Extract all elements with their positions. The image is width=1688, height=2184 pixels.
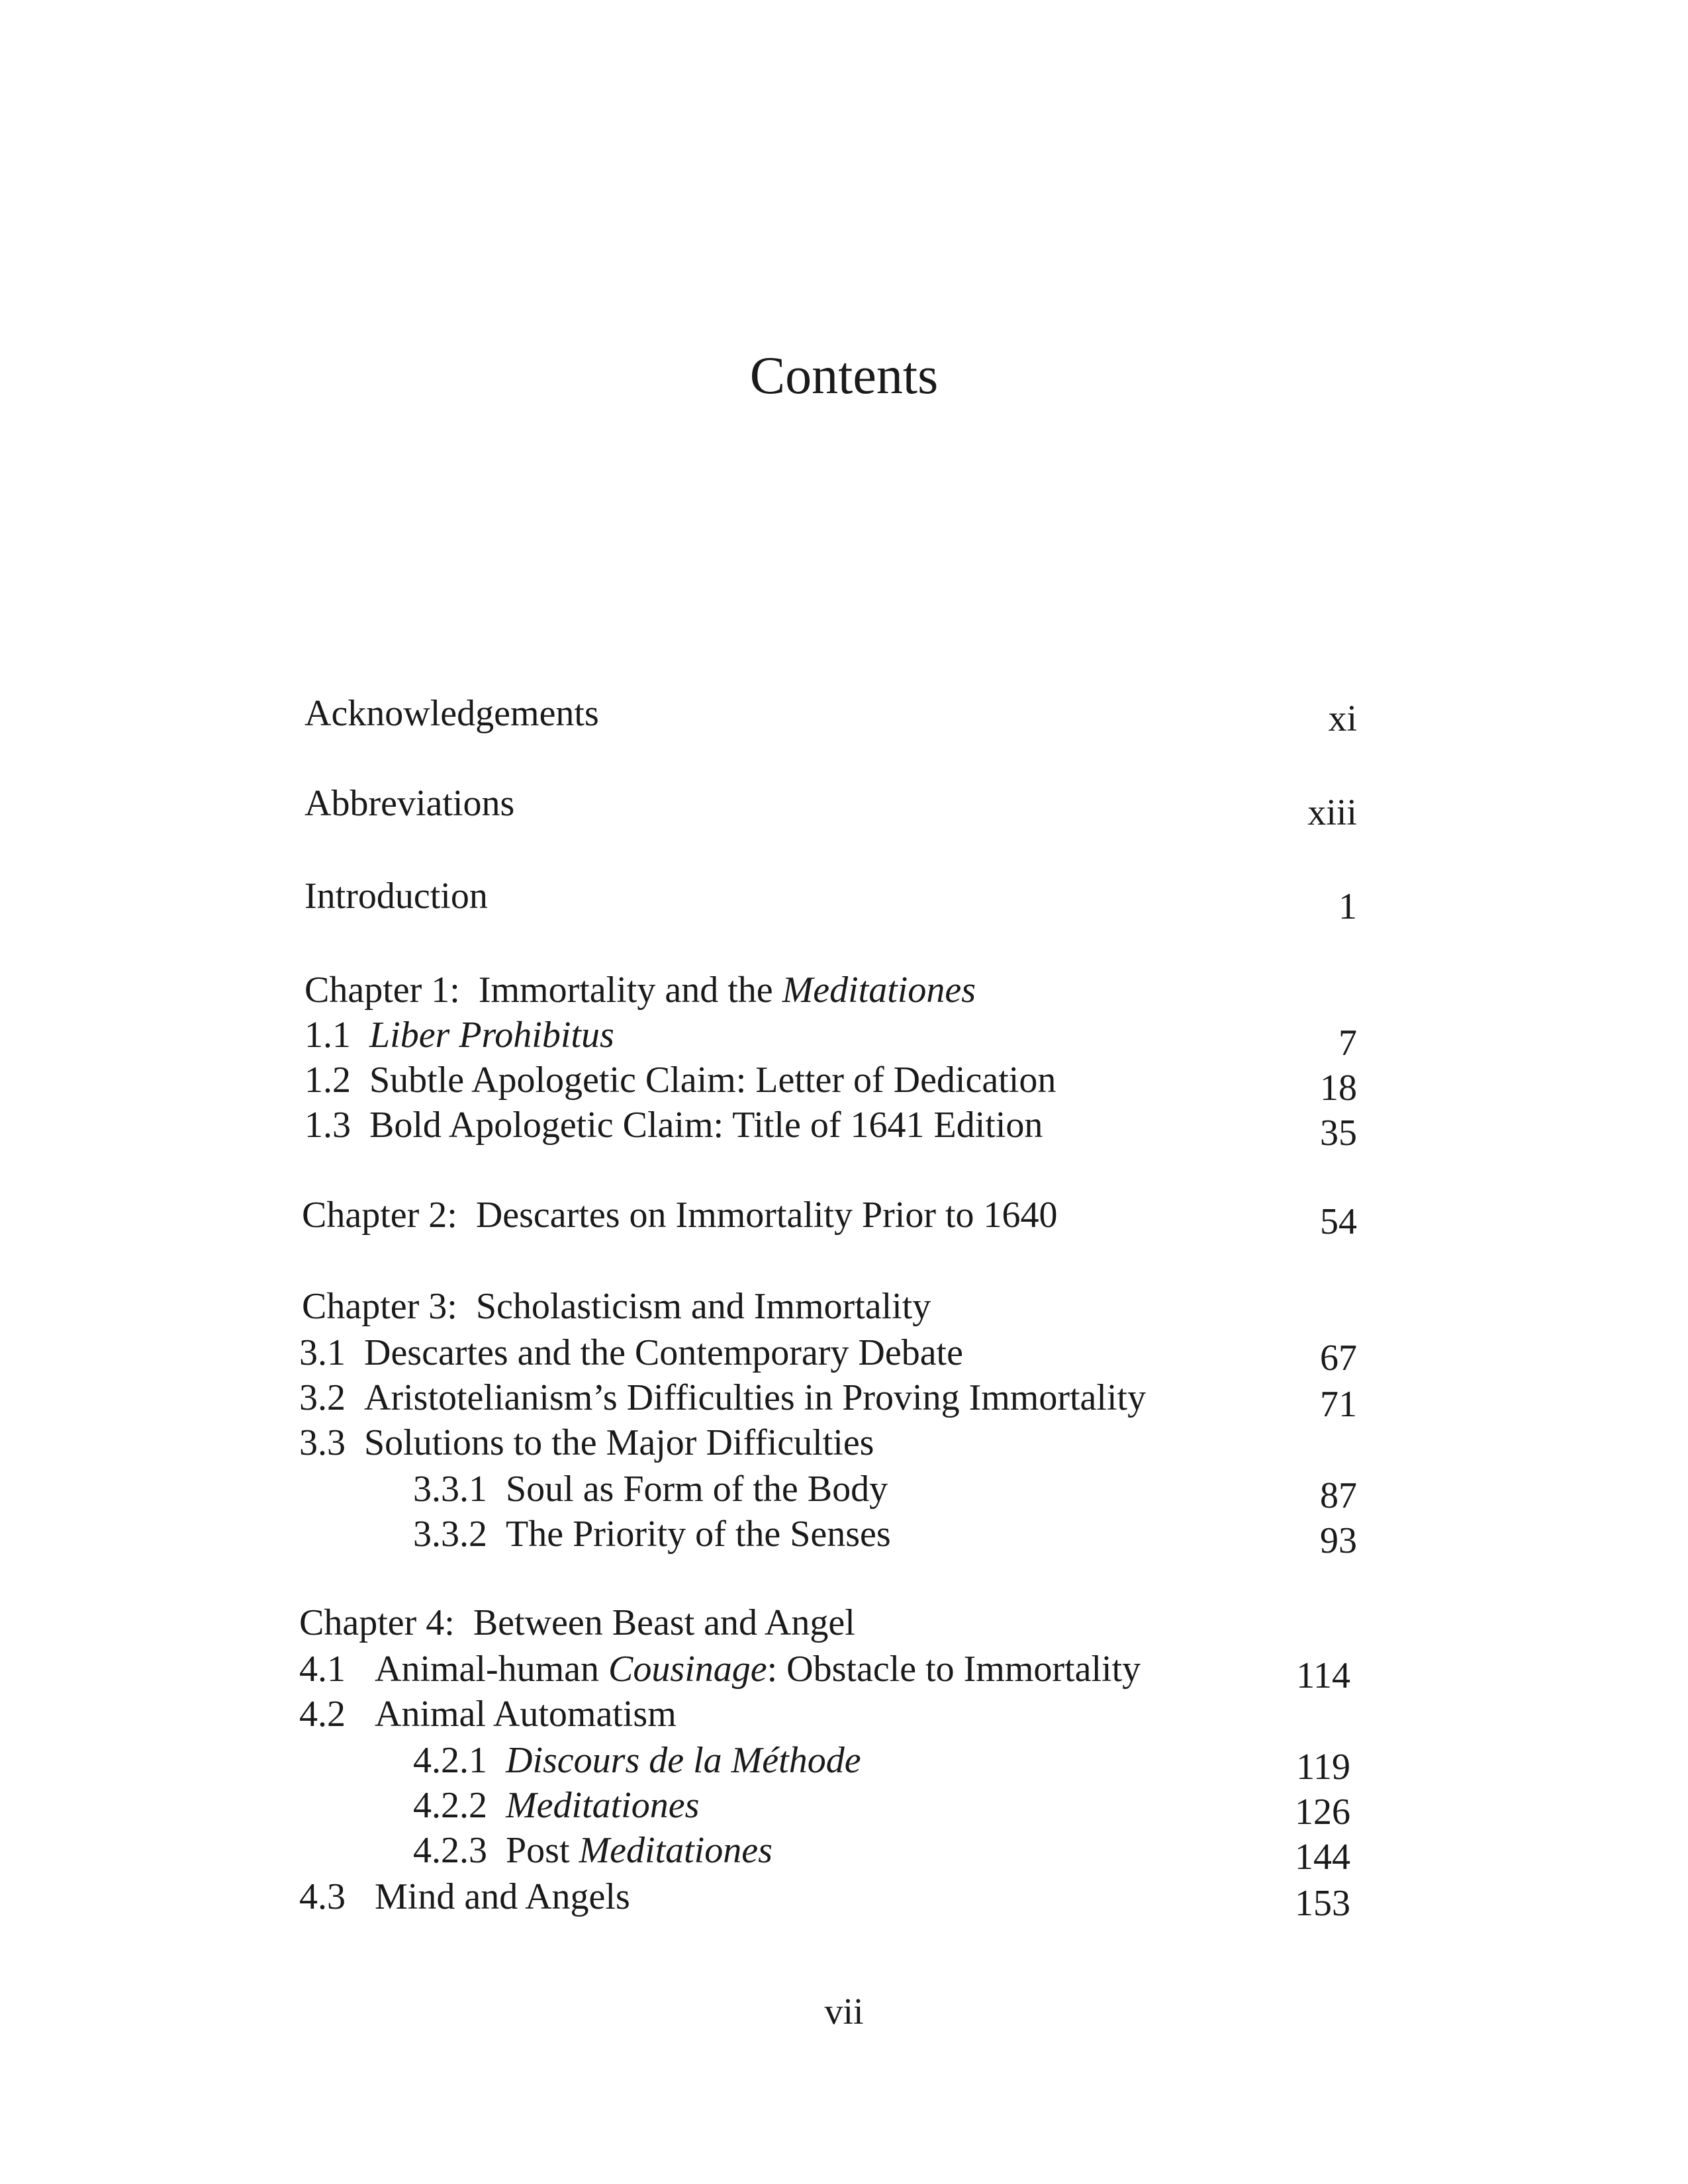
chapter-label: Chapter 3: [302, 1286, 457, 1327]
subsection-title-italic: Meditationes [579, 1830, 773, 1871]
toc-entry-abbreviations: Abbreviations [305, 783, 515, 824]
section-title: Solutions to the Major Difficulties [364, 1422, 874, 1463]
section-number: 4.3 [299, 1876, 346, 1917]
subsection-number: 3.3.2 [413, 1514, 487, 1555]
section-number: 3.3 [299, 1422, 346, 1463]
toc-page-3-3-2: 93 [1320, 1520, 1357, 1561]
toc-subsection-4-2-1 [413, 1742, 861, 1779]
toc-section-3-3 [299, 1424, 874, 1461]
section-number: 1.3 [305, 1105, 351, 1146]
toc-entry-introduction: Introduction [305, 876, 488, 917]
subsection-number: 4.2.3 [413, 1830, 487, 1871]
toc-section-3-2 [299, 1379, 1146, 1416]
toc-section-1-2 [305, 1062, 1056, 1099]
chapter-title: Descartes on Immortality Prior to 1640 [475, 1195, 1058, 1236]
toc-page-ch2: 54 [1320, 1201, 1357, 1242]
toc-chapter-4 [299, 1604, 855, 1641]
subsection-title: Soul as Form of the Body [506, 1469, 888, 1510]
toc-page-3-1: 67 [1320, 1338, 1357, 1379]
toc-subsection-3-3-1 [413, 1471, 888, 1508]
section-number: 4.2 [299, 1694, 346, 1735]
section-number: 3.1 [299, 1332, 346, 1373]
toc-page-4-2-2: 126 [1295, 1792, 1350, 1833]
section-title: Mind and Angels [375, 1876, 630, 1917]
toc-section-4-1 [299, 1651, 1141, 1688]
chapter-title: Immortality and the [478, 970, 773, 1011]
chapter-label: Chapter 4: [299, 1602, 455, 1643]
chapter-label: Chapter 1: [305, 970, 460, 1011]
toc-section-4-2 [299, 1696, 677, 1733]
toc-entry-acknowledgements: Acknowledgements [305, 693, 599, 734]
toc-section-3-1 [299, 1334, 963, 1371]
toc-page-4-1: 114 [1296, 1655, 1350, 1696]
toc-section-1-3 [305, 1107, 1043, 1144]
section-title-rest: : Obstacle to Immortality [767, 1649, 1141, 1690]
toc-page-abbreviations: xiii [1307, 792, 1357, 833]
subsection-title: Post [506, 1830, 570, 1871]
toc-subsection-4-2-2 [413, 1787, 699, 1824]
toc-chapter-1 [305, 972, 976, 1009]
section-number: 1.1 [305, 1015, 351, 1056]
toc-page-1-1: 7 [1338, 1023, 1357, 1064]
chapter-title-italic: Meditationes [782, 970, 976, 1011]
subsection-title: Meditationes [506, 1785, 700, 1826]
section-number: 1.2 [305, 1060, 351, 1101]
section-title: Descartes and the Contemporary Debate [364, 1332, 963, 1373]
subsection-number: 4.2.1 [413, 1740, 487, 1781]
section-title: Bold Apologetic Claim: Title of 1641 Edition [369, 1105, 1043, 1146]
section-number: 4.1 [299, 1649, 346, 1690]
section-title: Animal Automatism [375, 1694, 677, 1735]
subsection-title: The Priority of the Senses [506, 1514, 891, 1555]
section-title: Aristotelianism’s Difficulties in Proving Immortality [364, 1377, 1147, 1418]
section-title: Animal-human [375, 1649, 600, 1690]
page-title: Contents [749, 347, 939, 405]
toc-page-acknowledgements: xi [1328, 698, 1357, 739]
toc-subsection-3-3-2 [413, 1516, 891, 1553]
toc-subsection-4-2-3 [413, 1832, 773, 1869]
section-title: Liber Prohibitus [369, 1015, 614, 1056]
toc-section-1-1 [305, 1017, 614, 1054]
section-title-italic: Cousinage [608, 1649, 767, 1690]
toc-page-introduction: 1 [1338, 886, 1357, 927]
toc-page-4-3: 153 [1295, 1883, 1350, 1924]
toc-page-4-2-1: 119 [1296, 1747, 1350, 1788]
subsection-title: Discours de la Méthode [506, 1740, 861, 1781]
chapter-title: Between Beast and Angel [473, 1602, 855, 1643]
toc-section-4-3 [299, 1878, 630, 1915]
toc-page-3-3-1: 87 [1320, 1475, 1357, 1516]
toc-page-1-3: 35 [1320, 1113, 1357, 1154]
toc-page-1-2: 18 [1320, 1068, 1357, 1109]
toc-chapter-2 [302, 1197, 1058, 1234]
toc-chapter-3 [302, 1288, 931, 1325]
section-title: Subtle Apologetic Claim: Letter of Dedication [369, 1060, 1056, 1101]
subsection-number: 4.2.2 [413, 1785, 487, 1826]
chapter-title: Scholasticism and Immortality [475, 1286, 931, 1327]
toc-page-3-2: 71 [1320, 1384, 1357, 1425]
toc-page-4-2-3: 144 [1295, 1837, 1350, 1878]
section-number: 3.2 [299, 1377, 346, 1418]
subsection-number: 3.3.1 [413, 1469, 487, 1510]
page-number-footer: vii [824, 1991, 864, 2032]
chapter-label: Chapter 2: [302, 1195, 457, 1236]
